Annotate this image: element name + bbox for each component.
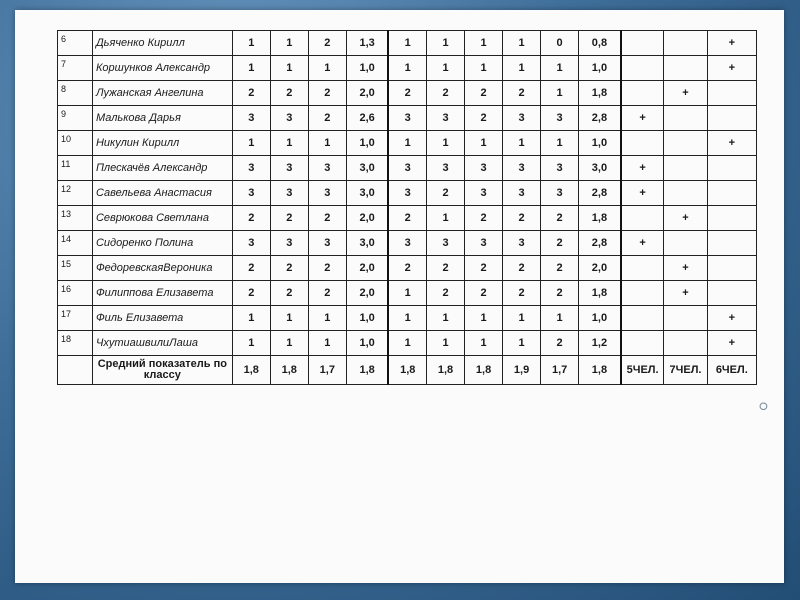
score-cell: 1,8 xyxy=(579,206,621,231)
row-number: 12 xyxy=(58,181,93,206)
score-cell: 3,0 xyxy=(579,156,621,181)
level-mark-cell: + xyxy=(707,306,756,331)
summary-average: 1,7 xyxy=(308,356,346,385)
level-mark-cell: + xyxy=(664,281,707,306)
score-cell: 1 xyxy=(308,306,346,331)
score-cell: 1,0 xyxy=(346,306,388,331)
row-number: 16 xyxy=(58,281,93,306)
score-cell: 2 xyxy=(308,31,346,56)
score-cell: 1 xyxy=(270,31,308,56)
level-mark-cell xyxy=(621,281,664,306)
score-cell: 1,0 xyxy=(346,331,388,356)
student-name: Филиппова Елизавета xyxy=(92,281,232,306)
level-mark-cell: + xyxy=(664,256,707,281)
student-name: Севрюкова Светлана xyxy=(92,206,232,231)
level-mark-cell xyxy=(621,131,664,156)
score-cell: 1,8 xyxy=(579,281,621,306)
table-row xyxy=(58,206,757,231)
score-cell: 2 xyxy=(427,81,465,106)
table-row xyxy=(58,181,757,206)
level-mark-cell xyxy=(664,306,707,331)
summary-average: 1,8 xyxy=(388,356,426,385)
score-cell: 2,0 xyxy=(346,256,388,281)
score-cell: 2 xyxy=(308,281,346,306)
summary-average: 1,8 xyxy=(427,356,465,385)
score-cell: 2 xyxy=(427,181,465,206)
level-mark-cell: + xyxy=(707,131,756,156)
score-cell: 1 xyxy=(270,306,308,331)
summary-average: 1,8 xyxy=(579,356,621,385)
score-cell: 1,2 xyxy=(579,331,621,356)
score-cell: 1 xyxy=(388,31,426,56)
level-mark-cell xyxy=(664,106,707,131)
score-cell: 2 xyxy=(465,281,503,306)
table-row xyxy=(58,281,757,306)
level-mark-cell xyxy=(664,31,707,56)
score-cell: 3 xyxy=(388,231,426,256)
level-mark-cell: + xyxy=(707,56,756,81)
level-mark-cell xyxy=(621,306,664,331)
score-cell: 1,0 xyxy=(579,306,621,331)
score-cell: 2 xyxy=(232,206,270,231)
table-row xyxy=(58,31,757,56)
score-cell: 1 xyxy=(270,331,308,356)
score-cell: 2 xyxy=(465,206,503,231)
score-cell: 1 xyxy=(427,331,465,356)
score-cell: 1 xyxy=(465,131,503,156)
score-cell: 3 xyxy=(308,156,346,181)
score-cell: 1 xyxy=(541,56,579,81)
student-name: Никулин Кирилл xyxy=(92,131,232,156)
summary-row xyxy=(58,356,757,385)
level-mark-cell: + xyxy=(664,206,707,231)
score-cell: 1,8 xyxy=(579,81,621,106)
score-cell: 2,0 xyxy=(579,256,621,281)
score-cell: 0,8 xyxy=(579,31,621,56)
score-cell: 3,0 xyxy=(346,231,388,256)
row-number: 8 xyxy=(58,81,93,106)
score-cell: 1 xyxy=(503,31,541,56)
score-cell: 2 xyxy=(427,281,465,306)
document-page xyxy=(15,10,784,583)
score-cell: 2 xyxy=(541,281,579,306)
student-name: Дьяченко Кирилл xyxy=(92,31,232,56)
score-cell: 2 xyxy=(388,256,426,281)
summary-spacer xyxy=(58,356,93,385)
score-cell: 3 xyxy=(388,156,426,181)
student-name: ФедоревскаяВероника xyxy=(92,256,232,281)
score-cell: 3 xyxy=(503,181,541,206)
score-cell: 1 xyxy=(541,306,579,331)
table-row xyxy=(58,256,757,281)
table-body xyxy=(58,31,757,385)
student-name: Сидоренко Полина xyxy=(92,231,232,256)
level-mark-cell xyxy=(664,231,707,256)
score-cell: 2 xyxy=(541,331,579,356)
level-mark-cell xyxy=(707,231,756,256)
score-cell: 1,0 xyxy=(579,131,621,156)
row-number: 13 xyxy=(58,206,93,231)
score-cell: 2 xyxy=(270,206,308,231)
level-mark-cell: + xyxy=(621,181,664,206)
score-cell: 1 xyxy=(427,206,465,231)
score-cell: 2 xyxy=(465,256,503,281)
score-cell: 3 xyxy=(270,181,308,206)
score-cell: 2 xyxy=(388,206,426,231)
score-cell: 2 xyxy=(503,206,541,231)
score-cell: 3 xyxy=(270,231,308,256)
score-cell: 1 xyxy=(465,56,503,81)
table-row xyxy=(58,156,757,181)
row-number: 7 xyxy=(58,56,93,81)
row-number: 6 xyxy=(58,31,93,56)
summary-count: 5ЧЕЛ. xyxy=(621,356,664,385)
level-mark-cell xyxy=(664,56,707,81)
score-cell: 2,0 xyxy=(346,206,388,231)
score-cell: 1 xyxy=(388,131,426,156)
summary-average: 1,7 xyxy=(541,356,579,385)
table-row xyxy=(58,131,757,156)
summary-count: 7ЧЕЛ. xyxy=(664,356,707,385)
score-cell: 0 xyxy=(541,31,579,56)
score-cell: 1 xyxy=(232,31,270,56)
score-cell: 2,6 xyxy=(346,106,388,131)
table-row xyxy=(58,81,757,106)
table-row xyxy=(58,56,757,81)
student-name: ЧхутиашвилиЛаша xyxy=(92,331,232,356)
score-cell: 1 xyxy=(427,31,465,56)
score-cell: 1 xyxy=(541,131,579,156)
student-name: Плескачёв Александр xyxy=(92,156,232,181)
score-cell: 2 xyxy=(308,256,346,281)
score-cell: 2 xyxy=(232,256,270,281)
summary-average: 1,8 xyxy=(346,356,388,385)
row-number: 10 xyxy=(58,131,93,156)
score-cell: 3,0 xyxy=(346,181,388,206)
summary-average: 1,9 xyxy=(503,356,541,385)
score-cell: 2 xyxy=(541,256,579,281)
score-cell: 1,0 xyxy=(346,131,388,156)
score-cell: 1 xyxy=(232,306,270,331)
score-cell: 1,0 xyxy=(579,56,621,81)
score-cell: 2 xyxy=(465,81,503,106)
level-mark-cell xyxy=(707,256,756,281)
score-cell: 3 xyxy=(503,156,541,181)
score-cell: 1 xyxy=(308,131,346,156)
score-cell: 1 xyxy=(465,331,503,356)
level-mark-cell xyxy=(707,181,756,206)
score-cell: 3 xyxy=(388,106,426,131)
score-cell: 1 xyxy=(427,56,465,81)
score-cell: 2 xyxy=(503,281,541,306)
score-cell: 1 xyxy=(270,131,308,156)
score-cell: 3 xyxy=(541,181,579,206)
level-mark-cell: + xyxy=(621,231,664,256)
level-mark-cell xyxy=(707,206,756,231)
level-mark-cell xyxy=(621,256,664,281)
level-mark-cell: + xyxy=(664,81,707,106)
score-cell: 2 xyxy=(541,231,579,256)
score-cell: 2 xyxy=(541,206,579,231)
row-number: 18 xyxy=(58,331,93,356)
score-cell: 1 xyxy=(270,56,308,81)
score-cell: 2 xyxy=(232,81,270,106)
results-table xyxy=(57,30,757,385)
score-cell: 1 xyxy=(388,331,426,356)
score-cell: 2 xyxy=(308,106,346,131)
score-cell: 1 xyxy=(232,56,270,81)
score-cell: 2 xyxy=(270,81,308,106)
score-cell: 3 xyxy=(541,106,579,131)
row-number: 15 xyxy=(58,256,93,281)
level-mark-cell xyxy=(664,156,707,181)
level-mark-cell xyxy=(707,106,756,131)
table-row xyxy=(58,231,757,256)
score-cell: 1,0 xyxy=(346,56,388,81)
row-number: 17 xyxy=(58,306,93,331)
level-mark-cell xyxy=(707,81,756,106)
score-cell: 1 xyxy=(541,81,579,106)
score-cell: 2 xyxy=(270,281,308,306)
score-cell: 2 xyxy=(232,281,270,306)
level-mark-cell: + xyxy=(707,31,756,56)
score-cell: 3 xyxy=(308,181,346,206)
row-number: 9 xyxy=(58,106,93,131)
score-cell: 1 xyxy=(388,306,426,331)
score-cell: 1,3 xyxy=(346,31,388,56)
score-cell: 2 xyxy=(427,256,465,281)
score-cell: 3 xyxy=(232,181,270,206)
row-number: 14 xyxy=(58,231,93,256)
score-cell: 3 xyxy=(465,181,503,206)
level-mark-cell: + xyxy=(621,106,664,131)
level-mark-cell xyxy=(707,281,756,306)
score-cell: 1 xyxy=(232,131,270,156)
score-cell: 3 xyxy=(427,231,465,256)
score-cell: 1 xyxy=(308,331,346,356)
student-name: Коршунков Александр xyxy=(92,56,232,81)
score-cell: 1 xyxy=(503,306,541,331)
score-cell: 3 xyxy=(541,156,579,181)
score-cell: 2 xyxy=(503,256,541,281)
score-cell: 3 xyxy=(503,231,541,256)
level-mark-cell xyxy=(621,56,664,81)
score-cell: 2,0 xyxy=(346,81,388,106)
score-cell: 3,0 xyxy=(346,156,388,181)
score-cell: 1 xyxy=(465,31,503,56)
scan-mark: ⵔ xyxy=(759,402,768,413)
score-cell: 2,8 xyxy=(579,181,621,206)
score-cell: 2,8 xyxy=(579,231,621,256)
score-cell: 3 xyxy=(388,181,426,206)
summary-count: 6ЧЕЛ. xyxy=(707,356,756,385)
score-cell: 1 xyxy=(503,131,541,156)
score-cell: 3 xyxy=(270,156,308,181)
level-mark-cell xyxy=(707,156,756,181)
score-cell: 1 xyxy=(503,56,541,81)
level-mark-cell xyxy=(621,81,664,106)
score-cell: 3 xyxy=(465,231,503,256)
score-cell: 2,0 xyxy=(346,281,388,306)
score-cell: 1 xyxy=(427,131,465,156)
score-cell: 3 xyxy=(232,231,270,256)
score-cell: 3 xyxy=(427,156,465,181)
level-mark-cell: + xyxy=(621,156,664,181)
summary-label: Средний показатель по классу xyxy=(92,356,232,385)
score-cell: 1 xyxy=(503,331,541,356)
score-cell: 2 xyxy=(388,81,426,106)
level-mark-cell xyxy=(664,181,707,206)
score-cell: 1 xyxy=(388,56,426,81)
score-cell: 2 xyxy=(465,106,503,131)
student-name: Лужанская Ангелина xyxy=(92,81,232,106)
score-cell: 2 xyxy=(270,256,308,281)
score-cell: 1 xyxy=(308,56,346,81)
summary-average: 1,8 xyxy=(270,356,308,385)
score-cell: 3 xyxy=(232,156,270,181)
row-number: 11 xyxy=(58,156,93,181)
score-cell: 2 xyxy=(308,206,346,231)
student-name: Филь Елизавета xyxy=(92,306,232,331)
level-mark-cell xyxy=(664,131,707,156)
table-row xyxy=(58,331,757,356)
table-row xyxy=(58,106,757,131)
score-cell: 3 xyxy=(270,106,308,131)
level-mark-cell xyxy=(621,331,664,356)
score-cell: 3 xyxy=(503,106,541,131)
summary-average: 1,8 xyxy=(232,356,270,385)
score-cell: 3 xyxy=(232,106,270,131)
score-cell: 3 xyxy=(465,156,503,181)
score-cell: 1 xyxy=(232,331,270,356)
score-cell: 3 xyxy=(308,231,346,256)
student-name: Малькова Дарья xyxy=(92,106,232,131)
score-cell: 3 xyxy=(427,106,465,131)
score-cell: 2 xyxy=(308,81,346,106)
score-cell: 2,8 xyxy=(579,106,621,131)
level-mark-cell xyxy=(621,206,664,231)
score-cell: 2 xyxy=(503,81,541,106)
level-mark-cell xyxy=(664,331,707,356)
score-cell: 1 xyxy=(465,306,503,331)
score-cell: 1 xyxy=(427,306,465,331)
summary-average: 1,8 xyxy=(465,356,503,385)
student-name: Савельева Анастасия xyxy=(92,181,232,206)
level-mark-cell xyxy=(621,31,664,56)
score-cell: 1 xyxy=(388,281,426,306)
level-mark-cell: + xyxy=(707,331,756,356)
table-row xyxy=(58,306,757,331)
